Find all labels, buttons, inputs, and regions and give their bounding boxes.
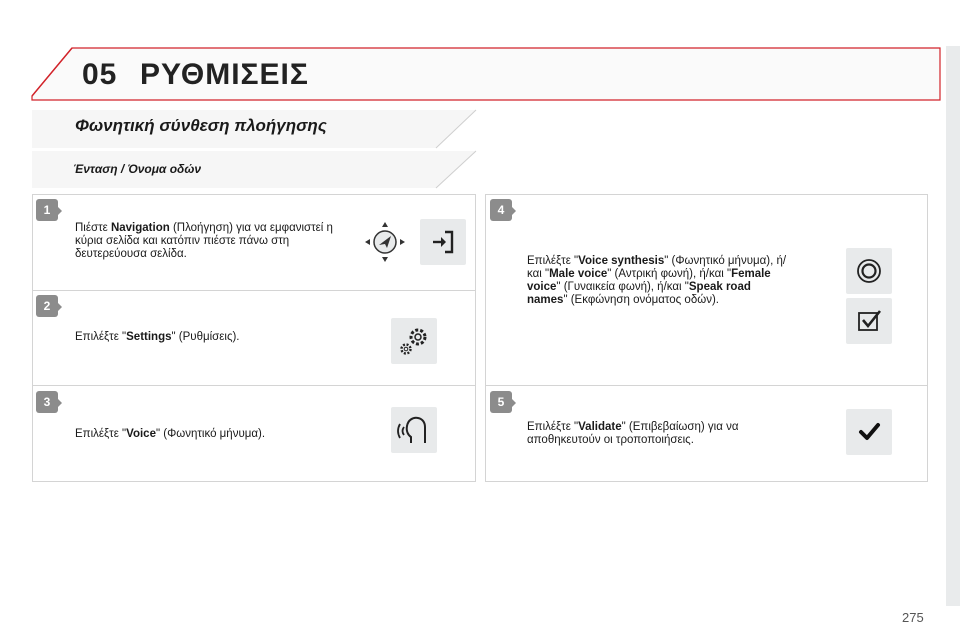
chapter-number: 05 bbox=[82, 58, 118, 91]
step-badge-4: 4 bbox=[490, 199, 516, 225]
navigation-joystick-icon bbox=[362, 219, 408, 265]
step-4-text: Επιλέξτε "Voice synthesis" (Φωνητικό μήνυμα), ή/και "Male voice" (Αντρική φωνή), ή/και "Female voice" (Γυναικεία φωνή), ή/και "Speak road names" (Εκφώνηση ονόματος οδών). bbox=[527, 255, 787, 306]
step-1-text: Πιέστε Navigation (Πλοήγηση) για να εμφανιστεί η κύρια σελίδα και κατόπιν πιέστε πάνω στη δευτερεύουσα σελίδα. bbox=[75, 222, 333, 260]
step-3-text: Επιλέξτε "Voice" (Φωνητικό μήνυμα). bbox=[75, 428, 266, 440]
chapter-title: ΡΥΘΜΙΣΕΙΣ bbox=[140, 58, 309, 91]
divider bbox=[485, 385, 928, 386]
step-5-text: Επιλέξτε "Validate" (Επιβεβαίωση) για να αποθηκευτούν οι τροποποιήσεις. bbox=[527, 421, 739, 446]
settings-gears-icon bbox=[391, 318, 437, 364]
page-number: 275 bbox=[902, 610, 924, 625]
step-badge-2: 2 bbox=[36, 295, 62, 321]
subsection-title: Ένταση / Όνομα οδών bbox=[73, 162, 202, 176]
radio-button-icon bbox=[846, 248, 892, 294]
step-badge-5: 5 bbox=[490, 391, 516, 417]
voice-speaking-head-icon bbox=[391, 407, 437, 453]
secondary-page-icon bbox=[420, 219, 466, 265]
step-2-text: Επιλέξτε "Settings" (Ρυθμίσεις). bbox=[75, 331, 240, 343]
checkmark-icon bbox=[846, 409, 892, 455]
step-badge-1: 1 bbox=[36, 199, 62, 225]
section-title: Φωνητική σύνθεση πλοήγησης bbox=[75, 116, 327, 135]
step-badge-3: 3 bbox=[36, 391, 62, 417]
divider bbox=[32, 385, 476, 386]
checkbox-checked-icon bbox=[846, 298, 892, 344]
divider bbox=[32, 290, 476, 291]
